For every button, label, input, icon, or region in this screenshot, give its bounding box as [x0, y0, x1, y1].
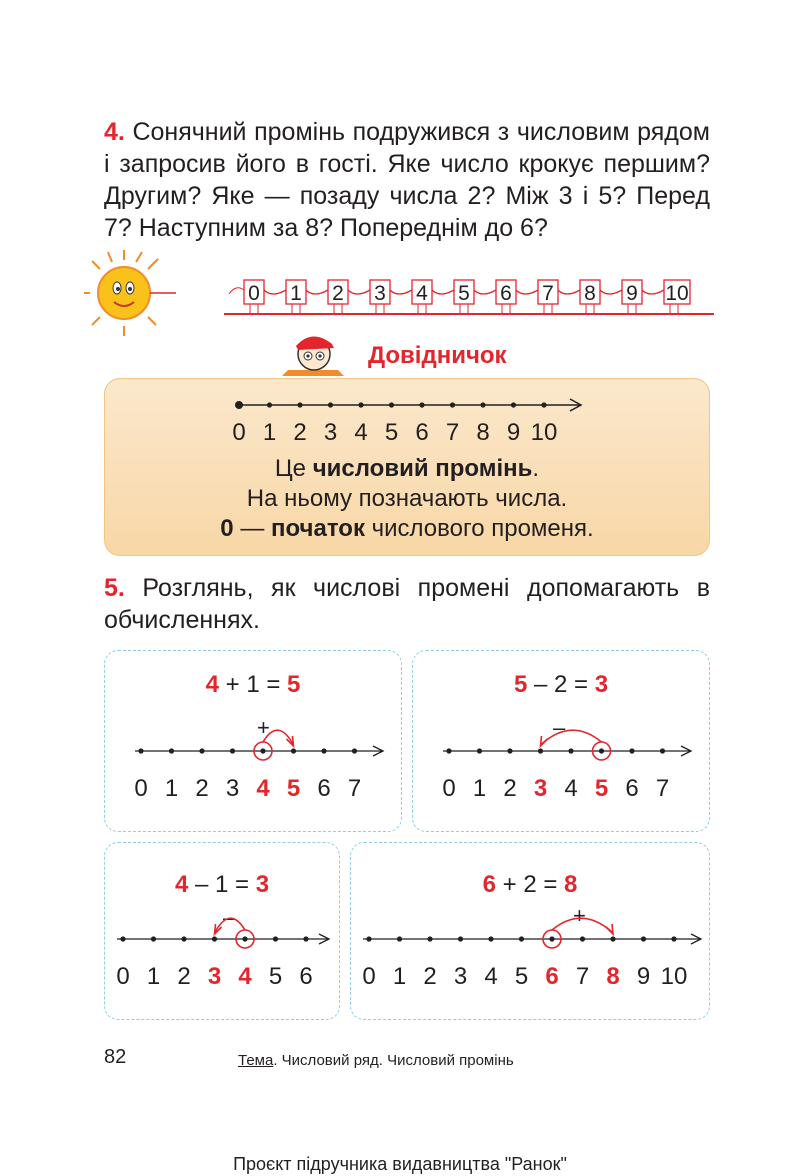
reference-ray-number: 2 — [293, 419, 307, 446]
reference-term-start: початок — [271, 515, 365, 542]
ray-number: 6 — [545, 963, 559, 990]
ray-point — [273, 936, 278, 941]
reference-number-ray — [225, 393, 595, 417]
ray-number: 5 — [514, 963, 529, 990]
ray-point — [538, 748, 543, 753]
operation-sign: + — [573, 903, 586, 928]
ray-point — [458, 936, 463, 941]
equation-operand-b: 2 — [553, 671, 568, 698]
ray-number: 0 — [442, 775, 456, 802]
number-row-value: 8 — [584, 282, 596, 305]
ray-number: 5 — [268, 963, 283, 990]
number-row-value: 1 — [290, 282, 302, 305]
ray-point — [242, 936, 247, 941]
equation-operator: – — [527, 671, 554, 698]
task-4-number: 4. — [104, 118, 125, 146]
reference-character-icon — [278, 330, 348, 382]
ray-point — [303, 936, 308, 941]
ray-number: 6 — [299, 963, 313, 990]
ray-point — [580, 936, 585, 941]
reference-ray-number: 4 — [354, 419, 368, 446]
reference-line-3 — [105, 515, 709, 543]
reference-ray-number: 1 — [262, 419, 277, 446]
number-row-value: 0 — [248, 282, 260, 305]
reference-ray-number: 5 — [384, 419, 399, 446]
ray-number: 0 — [134, 775, 148, 802]
reference-ray-point — [328, 402, 333, 407]
ray-point — [507, 748, 512, 753]
ray-number: 6 — [317, 775, 331, 802]
equation-operand-a: 5 — [513, 671, 528, 698]
ray-point — [260, 748, 265, 753]
topic-text: . Числовий ряд. Числовий промінь — [273, 1052, 514, 1069]
reference-line-1 — [105, 455, 709, 483]
ray-point — [477, 748, 482, 753]
ray-number: 8 — [606, 963, 620, 990]
equation-result: 5 — [287, 671, 301, 698]
number-row-value: 6 — [500, 282, 512, 305]
ray-number: 3 — [533, 775, 548, 802]
example-equation — [413, 671, 709, 699]
reference-ray-number: 8 — [476, 419, 490, 446]
ray-number: 0 — [362, 963, 376, 990]
reference-line-2: На ньому позначають числа. — [246, 485, 568, 512]
ray-point — [427, 936, 432, 941]
reference-ray-number: 10 — [530, 419, 558, 446]
equation-operand-b: 1 — [246, 671, 260, 698]
example-equation — [351, 871, 709, 899]
ray-number: 4 — [564, 775, 578, 802]
ray-number: 0 — [116, 963, 130, 990]
reference-ray-point — [389, 402, 394, 407]
sun-number-row-illustration — [84, 250, 724, 336]
example-number-ray — [115, 903, 339, 963]
task-5-number: 5. — [104, 574, 125, 602]
reference-line-1-suffix: . — [532, 455, 540, 482]
ray-number: 7 — [347, 775, 362, 802]
number-row-hand — [558, 290, 580, 294]
reference-ray-point — [358, 402, 363, 407]
jump-arrowhead-icon — [287, 736, 294, 746]
equation-operand-a: 4 — [174, 871, 189, 898]
task-5-paragraph — [104, 572, 710, 636]
ray-number: 1 — [392, 963, 407, 990]
ray-number: 10 — [660, 963, 688, 990]
reference-ray-point — [511, 402, 516, 407]
example-number-ray — [361, 903, 711, 963]
reference-dash: — — [233, 515, 271, 542]
example-card-1 — [104, 650, 402, 832]
reference-ray-number: 9 — [506, 419, 521, 446]
ray-number: 1 — [164, 775, 179, 802]
ray-point — [321, 748, 326, 753]
equation-equals: = — [259, 671, 288, 698]
publisher-note: Проєкт підручника видавництва "Ранок" — [233, 1154, 567, 1174]
number-row-value: 5 — [458, 282, 470, 305]
reference-ray-number: 3 — [323, 419, 338, 446]
equation-operator: – — [188, 871, 215, 898]
ray-point — [366, 936, 371, 941]
ray-point — [671, 936, 676, 941]
jump-arc — [552, 918, 613, 933]
number-row-value: 2 — [332, 282, 344, 305]
topic-line — [238, 1052, 514, 1069]
ray-number: 6 — [625, 775, 639, 802]
equation-operator: + — [218, 671, 247, 698]
ray-point — [120, 936, 125, 941]
reference-ray-point — [480, 402, 485, 407]
number-row-hand — [348, 290, 370, 294]
ray-point — [212, 936, 217, 941]
equation-operator: + — [495, 871, 524, 898]
number-row-hand — [642, 290, 664, 294]
number-row-value: 4 — [416, 282, 428, 305]
ray-point — [549, 936, 554, 941]
reference-ray-number: 7 — [445, 419, 460, 446]
topic-label: Тема — [238, 1052, 274, 1069]
example-card-2 — [412, 650, 710, 832]
number-row-hand — [474, 290, 496, 294]
ray-number: 2 — [195, 775, 209, 802]
equation-result: 8 — [564, 871, 578, 898]
ray-point — [352, 748, 357, 753]
number-row — [229, 280, 690, 314]
ray-number: 3 — [225, 775, 240, 802]
task-4-paragraph — [104, 116, 710, 244]
ray-number: 4 — [238, 963, 252, 990]
example-equation — [105, 871, 339, 899]
ray-number: 7 — [655, 775, 670, 802]
ray-number: 5 — [594, 775, 609, 802]
ray-number: 1 — [472, 775, 487, 802]
equation-result: 3 — [255, 871, 270, 898]
ray-point — [568, 748, 573, 753]
reference-ray-number: 6 — [415, 419, 429, 446]
reference-ray-point — [267, 402, 272, 407]
example-equation — [105, 671, 401, 699]
number-row-hand — [306, 290, 328, 294]
operation-sign: – — [223, 905, 236, 930]
equation-equals: = — [536, 871, 565, 898]
ray-point — [488, 936, 493, 941]
number-row-hand — [390, 290, 412, 294]
example-card-3 — [104, 842, 340, 1020]
example-card-4 — [350, 842, 710, 1020]
equation-equals: = — [228, 871, 256, 898]
ray-number: 3 — [207, 963, 222, 990]
ray-number: 2 — [177, 963, 191, 990]
number-row-value: 7 — [542, 282, 554, 305]
equation-operand-a: 4 — [205, 671, 219, 698]
ray-number: 2 — [503, 775, 517, 802]
ray-number: 3 — [453, 963, 468, 990]
reference-ray-point — [541, 402, 546, 407]
example-number-ray — [133, 715, 393, 775]
reference-title: Довідничок — [368, 342, 507, 369]
number-row-hand — [264, 290, 286, 294]
jump-arc — [541, 730, 602, 745]
number-row-value: 3 — [374, 282, 386, 305]
ray-point — [660, 748, 665, 753]
ray-number: 9 — [636, 963, 651, 990]
reference-ray-number: 0 — [232, 419, 246, 446]
ray-point — [641, 936, 646, 941]
equation-operand-b: 2 — [523, 871, 537, 898]
ray-number: 2 — [423, 963, 437, 990]
task-4-text: Сонячний промінь подружився з числовим рядом і запросив його в гості. Яке число крокує першим? Другим? Яке — позаду числа 2? Між 3 і 5? Перед 7? Наступним за 8? Попереднім до 6? — [104, 118, 710, 242]
sun-icon — [84, 250, 158, 336]
ray-point — [599, 748, 604, 753]
ray-number: 5 — [286, 775, 301, 802]
ray-point — [181, 936, 186, 941]
ray-number: 1 — [146, 963, 161, 990]
reference-term-number-ray: числовий промінь — [312, 455, 533, 482]
reference-ray-point — [450, 402, 455, 407]
reference-ray-point — [297, 402, 302, 407]
example-number-ray — [441, 715, 701, 775]
ray-number: 7 — [575, 963, 590, 990]
number-row-hand — [600, 290, 622, 294]
reference-ray-point — [419, 402, 424, 407]
reference-ray-point — [235, 401, 243, 409]
number-row-hand — [229, 288, 244, 294]
equation-operand-b: 1 — [214, 871, 229, 898]
ray-point — [519, 936, 524, 941]
ray-number: 4 — [256, 775, 270, 802]
reference-line-3-suffix: числового променя. — [364, 515, 594, 542]
page-number: 82 — [104, 1046, 127, 1068]
equation-result: 3 — [594, 671, 609, 698]
ray-point — [610, 936, 615, 941]
ray-point — [199, 748, 204, 753]
ray-point — [138, 748, 143, 753]
number-row-hand — [432, 290, 454, 294]
number-row-value: 9 — [626, 282, 638, 305]
ray-point — [291, 748, 296, 753]
equation-operand-a: 6 — [482, 871, 496, 898]
equation-equals: = — [567, 671, 595, 698]
reference-box — [104, 378, 710, 556]
reference-line-1-prefix: Це — [274, 455, 313, 482]
jump-arrowhead-icon — [215, 924, 222, 934]
ray-point — [397, 936, 402, 941]
reference-zero: 0 — [220, 515, 234, 542]
ray-point — [230, 748, 235, 753]
ray-point — [169, 748, 174, 753]
ray-point — [446, 748, 451, 753]
number-row-value: 10 — [665, 282, 689, 305]
ray-number: 4 — [484, 963, 498, 990]
operation-sign: – — [553, 715, 566, 740]
task-5-text: Розглянь, як числові промені допомагають в обчисленнях. — [104, 574, 710, 634]
ray-point — [629, 748, 634, 753]
number-row-hand — [516, 290, 538, 294]
operation-sign: + — [257, 715, 270, 740]
ray-point — [151, 936, 156, 941]
